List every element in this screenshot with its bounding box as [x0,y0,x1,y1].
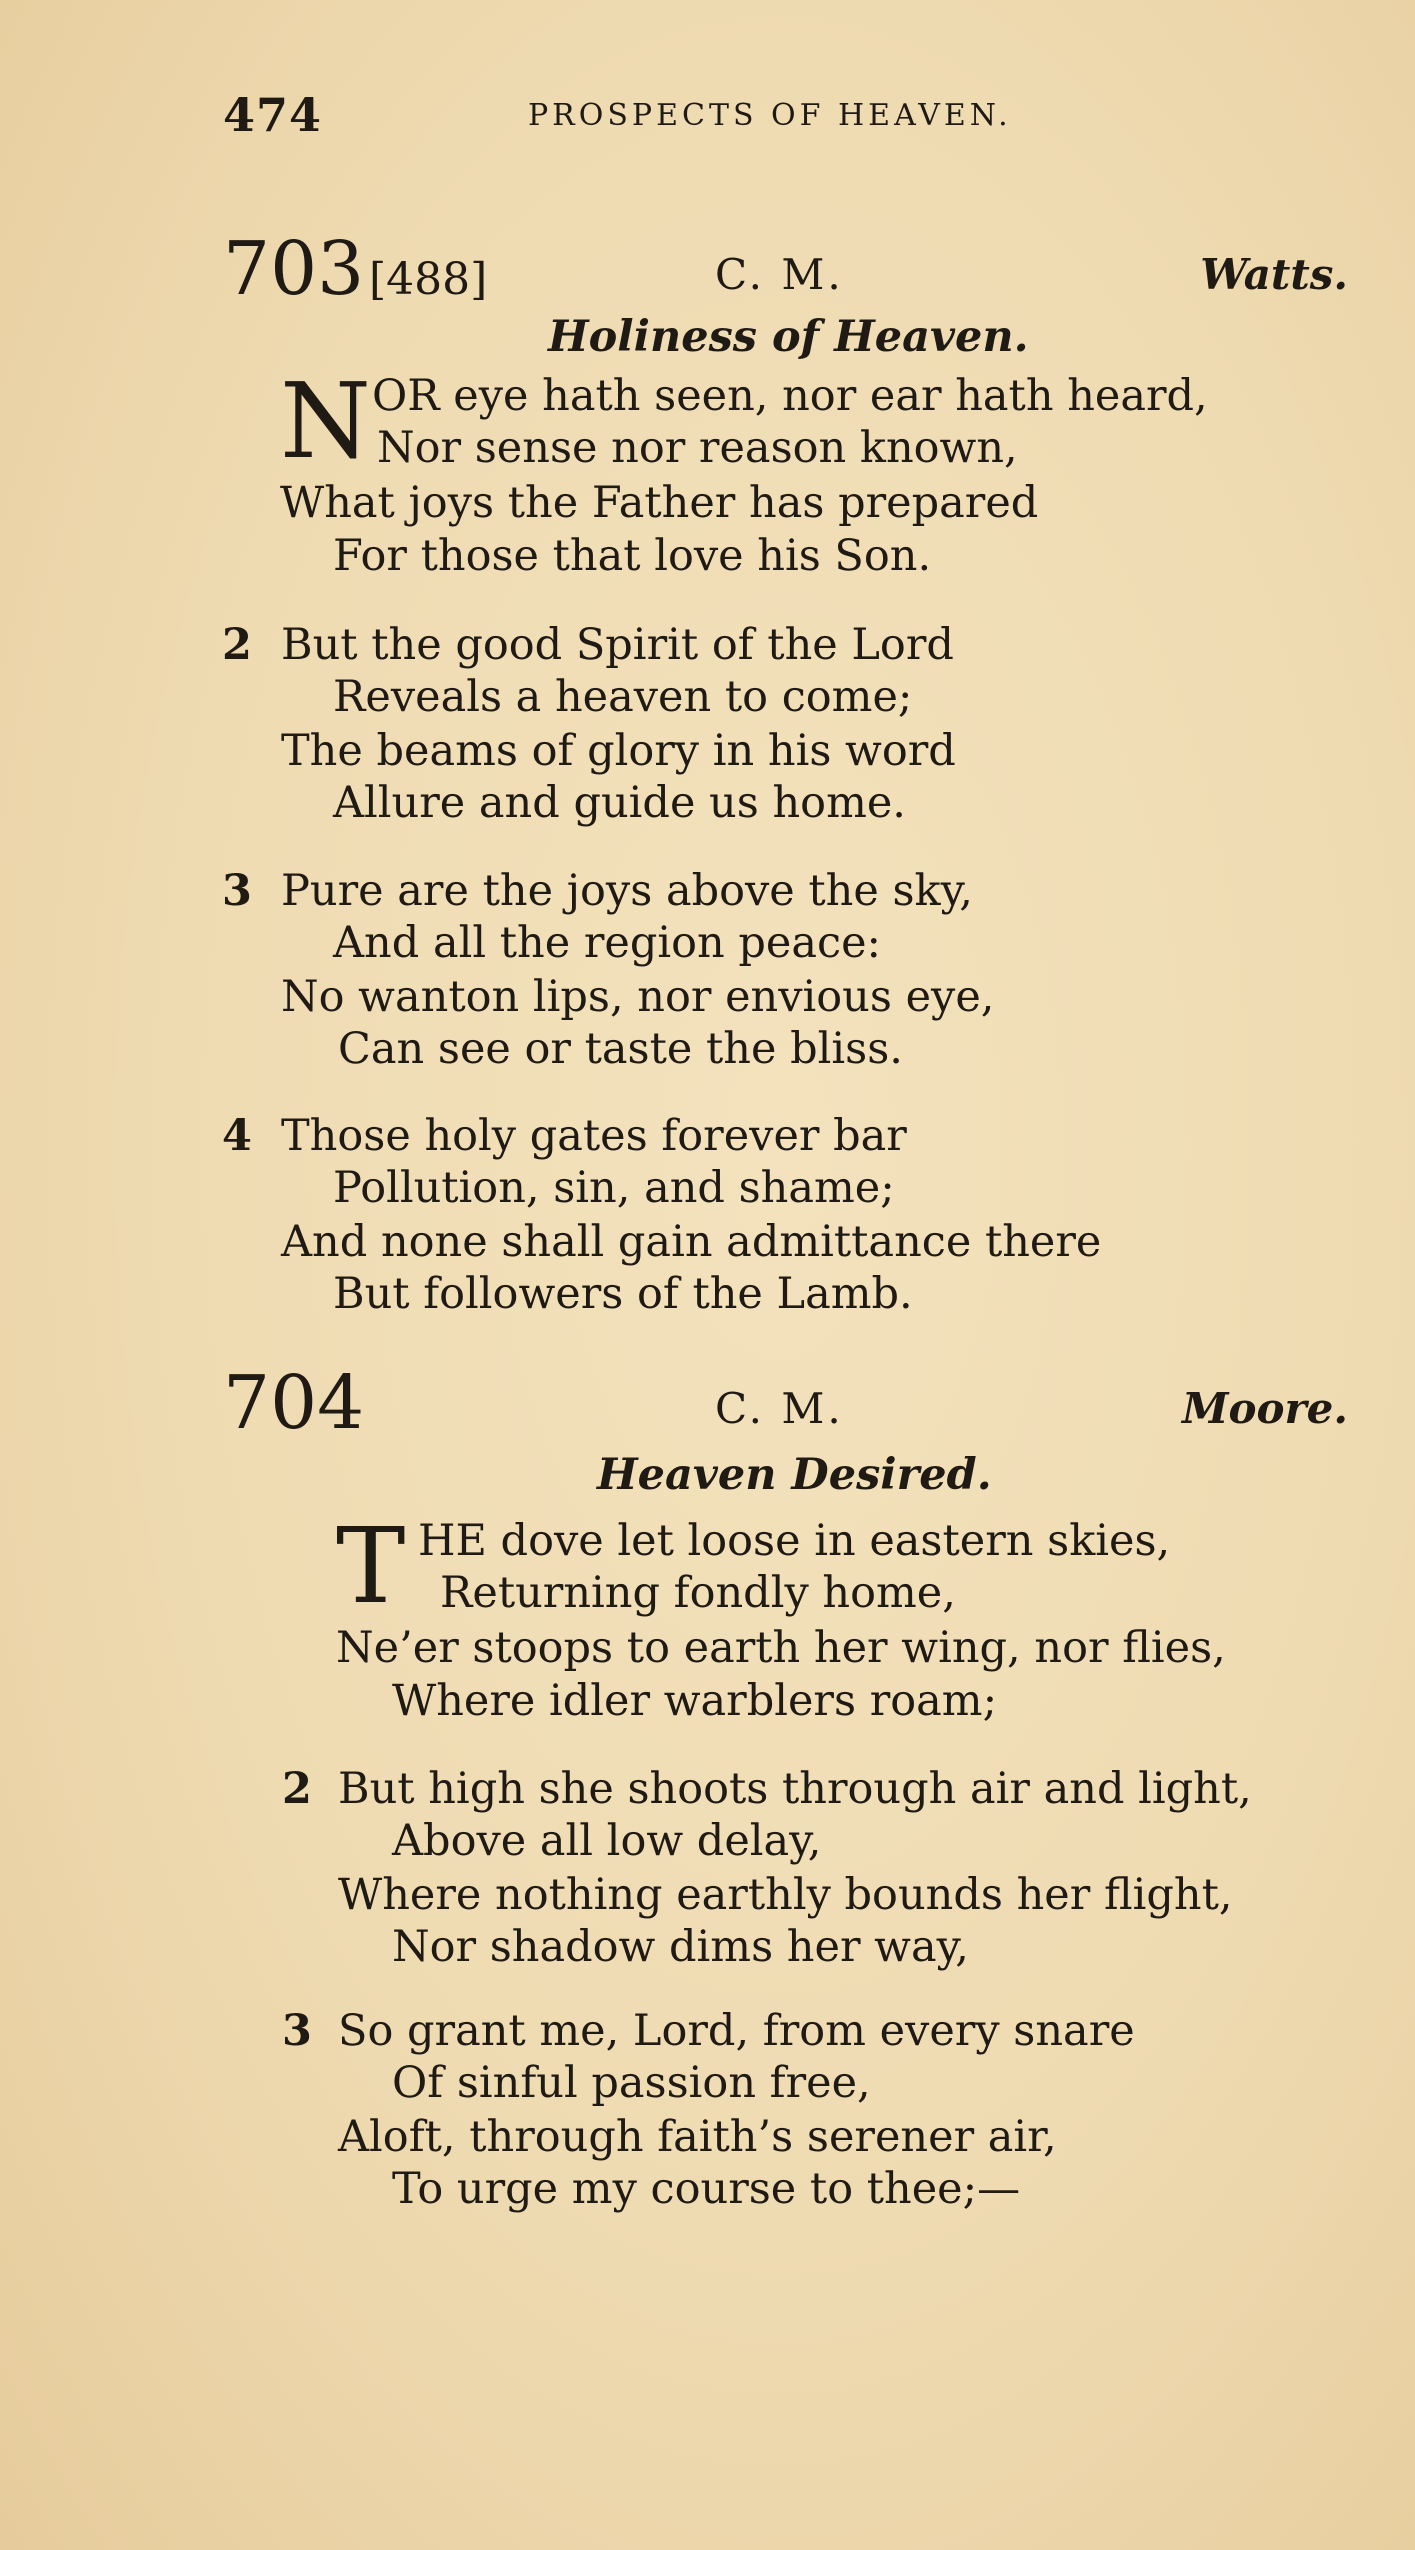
stanza-line: Aloft, through faith’s serener air, [338,2112,1057,2162]
stanza-line: Pure are the joys above the sky, [281,866,973,916]
stanza-line: Allure and guide us home. [333,778,906,828]
running-title: PROSPECTS OF HEAVEN. [528,98,1012,133]
hymn-meter: C. M. [715,1384,844,1433]
stanza-line: Nor sense nor reason known, [377,423,1018,473]
stanza-line: But the good Spirit of the Lord [281,620,954,670]
hymn-number: 704 [223,1360,365,1446]
stanza-line: And all the region peace: [333,918,881,968]
hymn-header [223,1360,1348,1456]
drop-cap: T [336,1505,406,1627]
stanza-line: But high she shoots through air and light, [338,1764,1252,1814]
stanza-line: HE dove let loose in eastern skies, [418,1516,1171,1566]
hymn-reference: [488] [369,254,488,305]
hymn-author: Moore. [1182,1384,1348,1433]
stanza-number: 3 [222,866,252,916]
hymn-author: Watts. [1200,250,1348,299]
hymn-number: 703 [223,226,365,312]
stanza-line: For those that love his Son. [333,531,932,581]
stanza-line: Pollution, sin, and shame; [333,1163,895,1213]
stanza-line: Those holy gates forever bar [281,1111,907,1161]
stanza-line: OR eye hath seen, nor ear hath heard, [372,371,1208,421]
stanza-number: 4 [222,1111,252,1161]
stanza-number: 2 [222,620,252,670]
stanza-line: Of sinful passion free, [392,2058,871,2108]
hymn-subtitle: Holiness of Heaven. [548,312,1029,362]
hymn-meter: C. M. [715,250,844,299]
stanza-line: No wanton lips, nor envious eye, [281,972,995,1022]
stanza-line: The beams of glory in his word [281,726,956,776]
stanza-line: And none shall gain admittance there [281,1217,1102,1267]
stanza-number: 2 [282,1764,312,1814]
stanza-line: Reveals a heaven to come; [333,672,913,722]
stanza-line: Ne’er stoops to earth her wing, nor flies, [336,1623,1226,1673]
page-number: 474 [223,88,323,142]
stanza-line: To urge my course to thee;— [392,2164,1021,2214]
stanza-line: Where nothing earthly bounds her flight, [338,1870,1233,1920]
hymn-subtitle: Heaven Desired. [597,1450,992,1500]
stanza-line: What joys the Father has prepared [280,478,1039,528]
stanza-line: But followers of the Lamb. [333,1269,913,1319]
drop-cap: N [280,360,371,482]
stanza-line: Nor shadow dims her way, [392,1922,969,1972]
stanza-line: Returning fondly home, [440,1568,956,1618]
stanza-line: Can see or taste the bliss. [338,1024,903,1074]
stanza-line: Above all low delay, [392,1816,822,1866]
stanza-line: So grant me, Lord, from every snare [338,2006,1135,2056]
stanza-number: 3 [282,2006,312,2056]
stanza-line: Where idler warblers roam; [392,1676,998,1726]
hymn-header [223,226,1348,322]
running-head [223,88,1343,148]
